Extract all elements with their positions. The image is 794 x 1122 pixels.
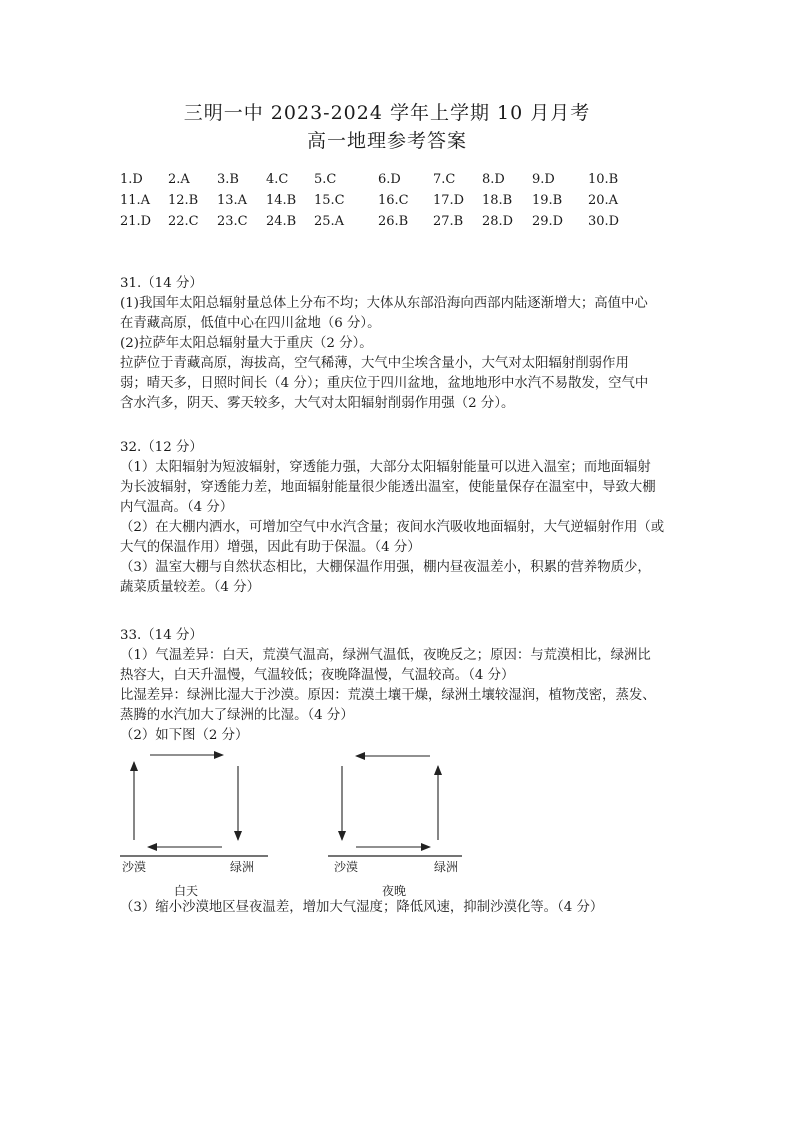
answer-item: 21.D	[120, 214, 152, 229]
answer-item: 11.A	[120, 193, 151, 208]
answer-item: 3.B	[217, 172, 239, 187]
answer-item: 12.B	[168, 193, 199, 208]
answer-item: 17.D	[433, 193, 465, 208]
answer-item: 7.C	[433, 172, 456, 187]
answer-line: 拉萨位于青藏高原，海拔高，空气稀薄，大气中尘埃含量小，大气对太阳辐射削弱作用	[120, 356, 629, 371]
question-heading: 32.（12 分）	[120, 440, 203, 455]
answer-item: 13.A	[217, 193, 248, 208]
answer-line: 热容大，白天升温慢，气温较低；夜晚降温慢，气温较高。（4 分）	[120, 668, 515, 683]
answer-item: 4.C	[266, 172, 289, 187]
answer-item: 10.B	[588, 172, 619, 187]
answer-item: 23.C	[217, 214, 248, 229]
answer-item: 18.B	[482, 193, 513, 208]
question-heading: 33.（14 分）	[120, 628, 203, 643]
oasis-label: 绿洲	[434, 860, 459, 874]
question-heading: 31.（14 分）	[120, 276, 203, 291]
answer-line: 大气的保温作用）增强，因此有助于保温。（4 分）	[120, 540, 421, 555]
diagram-caption: 夜晚	[382, 884, 407, 898]
answer-item: 8.D	[482, 172, 505, 187]
answer-item: 9.D	[532, 172, 555, 187]
answer-line: （1）太阳辐射为短波辐射，穿透能力强，大部分太阳辐射能量可以进入温室；而地面辐射	[120, 460, 651, 475]
answer-item: 29.D	[532, 214, 564, 229]
question-33	[120, 626, 680, 746]
answer-item: 22.C	[168, 214, 199, 229]
answer-line: 比湿差异：绿洲比湿大于沙漠。原因：荒漠土壤干燥，绿洲土壤较湿润，植物茂密，蒸发、	[120, 688, 656, 703]
answer-line: (2)拉萨年太阳总辐射量大于重庆（2 分）。	[120, 336, 373, 351]
answer-line: (1)我国年太阳总辐射量总体上分布不均；大体从东部沿海向西部内陆逐渐增大；高值中心	[120, 296, 648, 311]
answer-line: 蒸腾的水汽加大了绿洲的比湿。（4 分）	[120, 708, 354, 723]
answer-line: 含水汽多，阴天、雾天较多，大气对太阳辐射削弱作用强（2 分）。	[120, 396, 515, 411]
circulation-diagram-night	[326, 748, 486, 898]
answer-item: 1.D	[120, 172, 143, 187]
question-31	[120, 274, 680, 414]
circulation-diagram-day	[118, 748, 278, 898]
answer-item: 26.B	[378, 214, 409, 229]
answer-item: 28.D	[482, 214, 514, 229]
answer-line: （3）温室大棚与自然状态相比，大棚保温作用强，棚内昼夜温差小，积累的营养物质少，	[120, 560, 651, 575]
answer-item: 6.D	[378, 172, 401, 187]
answer-line: 弱；晴天多，日照时间长（4 分）；重庆位于四川盆地，盆地地形中水汽不易散发，空气中	[120, 376, 649, 391]
question-33-part-3	[120, 898, 680, 918]
answer-line: （2）如下图（2 分）	[120, 728, 249, 743]
answer-item: 5.C	[314, 172, 337, 187]
answer-item: 25.A	[314, 214, 345, 229]
diagram-caption: 白天	[174, 884, 199, 898]
answer-item: 20.A	[588, 193, 619, 208]
answer-line: （3）缩小沙漠地区昼夜温差，增加大气湿度；降低风速，抑制沙漠化等。（4 分）	[120, 900, 604, 915]
answer-item: 27.B	[433, 214, 464, 229]
desert-label: 沙漠	[334, 860, 359, 874]
question-32	[120, 438, 680, 598]
answer-line: （1）气温差异：白天，荒漠气温高，绿洲气温低，夜晚反之；原因：与荒漠相比，绿洲比	[120, 648, 651, 663]
answer-item: 16.C	[378, 193, 409, 208]
answer-line: 为长波辐射，穿透能力差，地面辐射能量很少能透出温室，使能量保存在温室中，导致大棚	[120, 480, 656, 495]
oasis-label: 绿洲	[230, 860, 255, 874]
answer-item: 19.B	[532, 193, 563, 208]
answer-item: 30.D	[588, 214, 620, 229]
answer-line: 在青藏高原，低值中心在四川盆地（6 分）。	[120, 316, 381, 331]
answer-item: 14.B	[266, 193, 297, 208]
answer-line: （2）在大棚内洒水，可增加空气中水汽含量；夜间水汽吸收地面辐射，大气逆辐射作用（或	[120, 520, 665, 535]
answer-item: 15.C	[314, 193, 345, 208]
diagram-nighttime	[326, 748, 486, 898]
answer-item: 2.A	[168, 172, 190, 187]
answer-line: 内气温高。（4 分）	[120, 500, 234, 515]
diagram-daytime	[118, 748, 278, 898]
desert-label: 沙漠	[122, 860, 147, 874]
title-line-2: 高一地理参考答案	[306, 130, 467, 152]
answer-item: 24.B	[266, 214, 297, 229]
answer-line: 蔬菜质量较差。（4 分）	[120, 580, 260, 595]
title-line-1: 三明一中 2023-2024 学年上学期 10 月月考	[183, 102, 591, 124]
